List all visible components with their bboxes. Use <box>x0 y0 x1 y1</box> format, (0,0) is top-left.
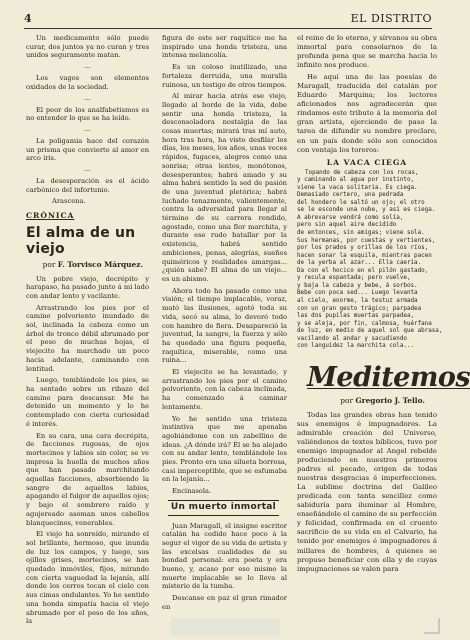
article-body <box>297 411 437 574</box>
poem-line: de luz, en medio de aquel sol que abrasa, <box>297 328 443 335</box>
poem-line: y caminando al agua por instinto, <box>297 177 415 184</box>
sayings-signature: Arascena. <box>52 197 86 206</box>
poem <box>297 169 443 351</box>
poem-line: hacen sonar la esquila, mientras pacen <box>297 252 432 259</box>
article-paragraph: Al mirar hacia atrás ese viejo, llegado al borde de la vida, debe sentir una honda tristeza, la desconsoladora nostalgia de las cosas muertas; mirará tras mí auto, hora tras hora, ha visto desfilar los días, los meses, los años, unas veces rápidos, fugaces, alegres como una sonrisa; otras lentos, monótonos, desesperantes; habrá amado y su alma habrá sentido la sed de pasión de una juventud pletórica; habrá luchado tenazmente, valientemente, contra la adversidad para llegar al término de su carrera rendido, agostado, como una flor marchita, y durante ese rudo batallar por la existencia, habrá sentido ambiciones, penas, alegrías, sueños quiméricos y realidades amargas... ¿quién sabe? El alma de un viejo... es un abismo. <box>162 92 287 283</box>
poem-line: y baja la cabeza y bebe, á sorbos. <box>297 282 418 289</box>
article-author <box>26 261 143 270</box>
poem-line: Bebe con poca sed... Luego levanta <box>297 290 418 297</box>
article-paragraph: En su cara, una cara decrépita, de facciones rugosas, de ojos mortecinos y labios sin color, se ve impresa la huella de muchos años que han pasado marchitando aquellas facciones, absorbiendo la sangre de aquellos labios, apagando el fulgor de aquellos ojos; y bajo el sombrero raído y agujereado asoman unos cabellos blanquecinos, venerables. <box>26 431 149 527</box>
article-paragraph: El viejecito se ha levantado, y arrastrando los pies por el camino polvoriento, con la cabeza inclinada, ha comenzado á caminar lentamente. <box>162 368 287 411</box>
article-paragraph: Todas las grandes obras han tenido sus enemigos é impugnadores. La admirable creación del Universo, valiéndonos de textos bíblicos, tuvo por enemigo impugnador al Angel rebelde produciendo en nuestros primeros padres el pecado, origen de todas nuestras desgracias é imperfecciones. La sublime doctrina del Galileo predicada con tanta sencillez como sabiduría para iluminar al Hombre, enseñándole el camino de su perfección y felicidad, confirmada en el cruento sacrificio de su vida en el Calvario, ha tenido por enemigos é impugnadores á millares de hombres, á quienes se propuso beneficiar con ella y de cuyas impugnaciones se valen para <box>297 410 437 573</box>
poem-line: con languidez la marchita cola... <box>297 343 415 350</box>
poem-line: A abrevarse vendrá como solía, <box>297 214 404 221</box>
poem-line: las dos pupilas muertas parpadea, <box>297 313 415 320</box>
author-name: F. Torvisco Márquez. <box>57 259 143 269</box>
column-1 <box>26 34 149 629</box>
poem-line: Da con el hocico en el pilón gastado, <box>297 267 429 274</box>
poem-line: y se aleja, por fin, calmosa, huérfana <box>297 320 432 327</box>
poem-line: Sus hermanas, por cuestas y vertientes, <box>297 237 436 244</box>
page-header <box>24 12 432 26</box>
author-name: Gregorio J. Tello. <box>355 395 425 405</box>
poem-line: y recula espantada; pero vuelve, <box>297 275 411 282</box>
poem-title: LA VACA CIEGA <box>326 157 408 167</box>
author-prefix: por <box>42 259 56 269</box>
poem-line: pero sin aquel aire decidido <box>297 222 397 229</box>
scan-watermark <box>170 618 280 636</box>
box-paragraph: Descanse en paz el gran rimador en <box>162 594 287 611</box>
saying: Un medicamento sólo puede curar, dos juntos ya no curan y tres unidos seguramente matan. <box>26 34 149 60</box>
poem-line: Demasiado certero, una pedrada <box>297 192 404 199</box>
article-paragraph: Yo he sentido una tristeza instintiva que me apenaba agobiándome con un zabellino de ideas. ¿A dónde irá? Él se ha alejado con su andar lento, temblándole los pies. Pronto era una silueta borrosa, casi imperceptible, que se esfumaba en la lejanía... <box>162 414 287 484</box>
saying: La poligamia hace del corazón un prisma que convierte al amor en arco iris. <box>26 136 149 163</box>
poem-line: se le esconde una nube, y así es ciega. <box>297 207 436 214</box>
header-rule <box>24 28 432 29</box>
separator: — <box>84 94 91 103</box>
article-signature: Encinasola. <box>172 487 212 496</box>
saying: El peor de los analfabetismos es no entender lo que se ha leído. <box>26 105 149 123</box>
article-paragraph: Luego, temblándole los pies, se ha sentado sobre un ribazo del camino para descansar. Me he detenido un momento y lo he contemplado con cierta curiosidad é interés. <box>26 376 149 428</box>
article-author <box>297 396 425 405</box>
column-2 <box>162 34 287 615</box>
intro-paragraph: He aquí una de las poesías de Maragall, traducida del catalán por Eduardo Marquina; los lectores aficionados nos agradecerán que rindamos este tributo á la memoria del gran artista, ejerciendo de paso la tarea de difundir su nombre preclaro, en un país donde sólo son conocidos con ventaja los toreros: <box>297 73 437 154</box>
poem-line: con un gran gesto trágico; parpadea <box>297 305 422 312</box>
page-number: 4 <box>24 12 33 25</box>
author-prefix: por <box>340 395 354 405</box>
column-3 <box>297 34 470 577</box>
poem-line: del hondero le saltó un ojo; el otro <box>297 199 425 206</box>
separator: — <box>84 63 91 72</box>
poem-line: por los prados y orillas de los ríos, <box>297 245 429 252</box>
separator: — <box>84 125 91 134</box>
poem-line: al cielo, enorme, la testuz armada <box>297 297 418 304</box>
article-paragraph: figura de este ser raquítico me ha inspirado una honda tristeza, una intensa melancolía. <box>162 34 287 60</box>
article-paragraph: Un pobre viejo, decrépito y harapaso, ha pasado junto á mi lado con andar lento y vacilante. <box>26 274 149 300</box>
separator: — <box>84 166 91 175</box>
article-paragraph: Arrastrando los pies por el camino polvoriento inundado de sol, inclinada la cabeza como un árbol de tronco débil abrumado por el peso de muchas hojas, el viejecito ha marchado un poco hacia adelante, caminando con lentitud. <box>26 303 149 373</box>
box-paragraph: Juan Maragall, el insigne escritor catalán ha cedido hace poco á la segur el vigor de su vida de artista y las excelsas cualidades de su bondad personal: era poeta y era bueno, y, acaso por eso mismo la muerte implacable se lo lleva al misterio de la tumba. <box>162 521 287 591</box>
poem-line: de la yerba al azar... Ella caería. <box>297 260 422 267</box>
poem-line: Topando de cabeza con los rocas, <box>305 169 419 176</box>
article-paragraph: Es un coloso inutilizado, una fortaleza derruída, una muralla ruinosa, un testigo de otros tiempos. <box>162 63 287 89</box>
poem-line: viene la vaca solitaria. Es ciega. <box>297 184 418 191</box>
article-paragraph: El viejo ha sonreído, mirando el sol brillante, hermoso, que inunda de luz los campos, y luego, sus ojillos grises, mortecinos, se han quedado inmóviles, fijos, mirando con cierta vaguedad la lejanía, allí donde los cerros tocan el cielo con sus cimas ondulantes. Yo he sentido una honda simpatía hacia el viejo abrumado por el peso de los años, la <box>26 530 149 626</box>
section-label: CRÓNICA <box>26 211 75 221</box>
publication-name: EL DISTRITO <box>350 12 432 25</box>
article-paragraph: Ahora todo ha pasado como una visión; el tiempo implacable, voraz, mató las ilusiones, agotó toda su vida, secó su alma, lo devoró todo con hambre de fiera. Desapareció la juventud, la sangre, la fuerza y sólo ha quedado una figura pequeña, raquítica, miserable, como una ruina... <box>162 286 287 365</box>
intro-paragraph: el reino de lo eterno, y sírvanos su obra inmortal para consolarnos de la profunda pena que se marcha hacia lo infinito nos produce. <box>297 34 437 70</box>
box-article-title: Un muerto inmortal <box>168 500 279 516</box>
poem-line: vacilando al andar y sacudiendo <box>297 335 407 342</box>
article-title: El alma de un viejo <box>26 224 136 257</box>
poem-line: de entonces, sin amigas; viene sola. <box>297 230 425 237</box>
saying: La desesperación es el ácido carbónico del infortunio. <box>26 177 149 194</box>
saying: Los vagos son elementos oxidados de la sociedad. <box>26 74 149 91</box>
scan-corner-mark <box>424 618 440 634</box>
article-title: Meditemos <box>307 361 470 393</box>
